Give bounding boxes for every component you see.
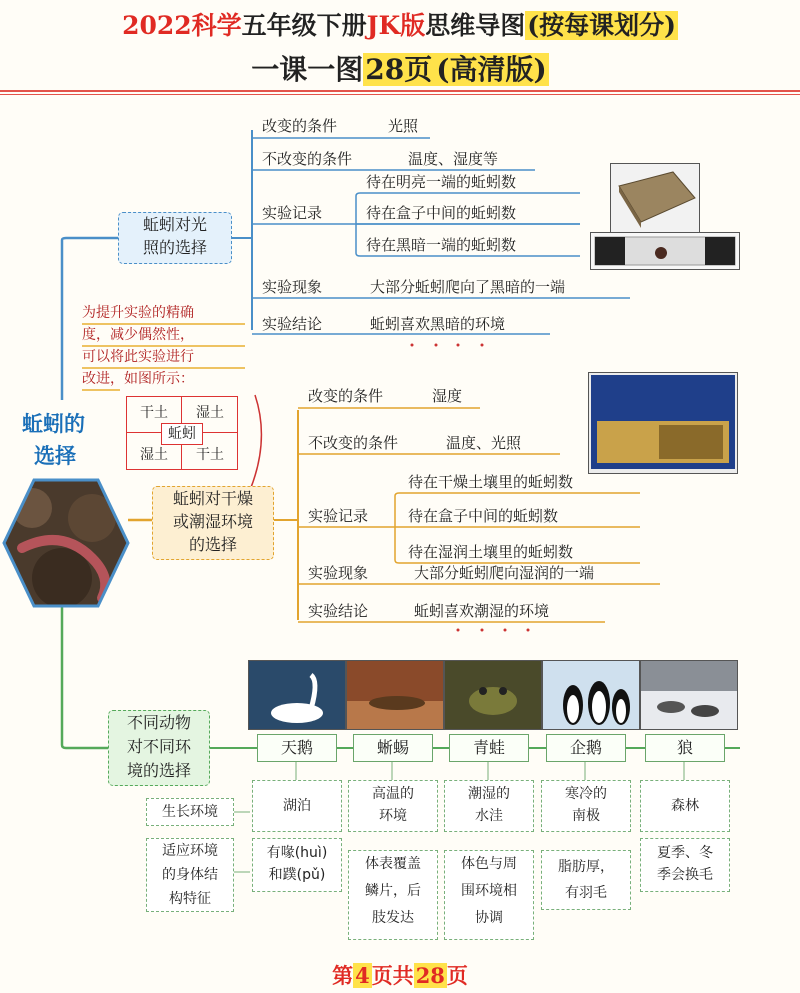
habitat-swan: 湖泊 — [252, 780, 342, 832]
branch-moisture-title: 蚯蚓对干燥 或潮湿环境 的选择 — [152, 486, 274, 560]
light-record-label: 实验记录 — [262, 204, 323, 222]
moisture-record-label: 实验记录 — [308, 507, 369, 525]
row-label-features: 适应环境 的身体结 构特征 — [146, 838, 234, 912]
branch-light-title: 蚯蚓对光 照的选择 — [118, 212, 232, 264]
moisture-conclusion-value: 蚯蚓喜欢潮湿的环境 — [414, 602, 550, 620]
light-unchanged-label: 不改变的条件 — [262, 150, 353, 168]
note-line-4: 改进，如图所示： — [82, 371, 194, 387]
light-phenomenon-label: 实验现象 — [262, 278, 323, 296]
light-record-1: 待在明亮一端的蚯蚓数 — [366, 173, 517, 191]
moisture-record-3: 待在湿润土壤里的蚯蚓数 — [408, 543, 574, 561]
habitat-lizard: 高温的 环境 — [348, 780, 438, 832]
light-conclusion-label: 实验结论 — [262, 315, 323, 333]
light-record-2: 待在盒子中间的蚯蚓数 — [366, 204, 517, 222]
animal-name-wolf: 狼 — [645, 734, 725, 762]
note-line-3: 可以将此实验进行 — [82, 349, 194, 365]
moisture-phenomenon-label: 实验现象 — [308, 564, 369, 582]
moisture-record-1: 待在干燥土壤里的蚯蚓数 — [408, 473, 574, 491]
improved-setup-grid — [126, 396, 238, 470]
grid-center: 蚯蚓 — [161, 423, 203, 445]
habitat-wolf: 森林 — [640, 780, 730, 832]
feature-lizard: 体表覆盖 鳞片，后 肢发达 — [348, 850, 438, 940]
branch-animals-title: 不同动物 对不同环 境的选择 — [108, 710, 210, 786]
box-photo — [610, 163, 700, 233]
animal-name-frog: 青蛙 — [449, 734, 529, 762]
feature-wolf: 夏季、冬 季会换毛 — [640, 838, 730, 892]
light-changed-label: 改变的条件 — [262, 117, 338, 135]
moisture-phenomenon-value: 大部分蚯蚓爬向湿润的一端 — [414, 564, 595, 582]
root-title-line2: 选择 — [34, 444, 76, 468]
habitat-penguin: 寒冷的 南极 — [541, 780, 631, 832]
light-phenomenon-value: 大部分蚯蚓爬向了黑暗的一端 — [370, 278, 566, 296]
row-label-habitat: 生长环境 — [146, 798, 234, 826]
note-line-1: 为提升实验的精确 — [82, 305, 194, 321]
habitat-frog: 潮湿的 水洼 — [444, 780, 534, 832]
grid-top-right: 湿土 — [196, 405, 224, 421]
penguin-photo — [542, 660, 640, 730]
note-line-2: 度，减少偶然性， — [82, 327, 194, 343]
lizard-photo — [346, 660, 444, 730]
earthworm-photo — [2, 478, 130, 608]
feature-swan: 有喙(huì) 和蹼(pǔ) — [252, 838, 342, 892]
grid-bottom-right: 干土 — [196, 447, 224, 463]
light-record-3: 待在黑暗一端的蚯蚓数 — [366, 236, 517, 254]
frog-photo — [444, 660, 542, 730]
moisture-unchanged-label: 不改变的条件 — [308, 434, 399, 452]
moisture-unchanged-value: 温度、光照 — [446, 434, 522, 452]
light-conclusion-value: 蚯蚓喜欢黑暗的环境 — [370, 315, 506, 333]
feature-frog: 体色与周 围环境相 协调 — [444, 850, 534, 940]
note-underlines — [80, 322, 250, 392]
grid-top-left: 干土 — [140, 405, 168, 421]
page-title: 2022科学五年级下册JK版思维导图(按每课划分) — [122, 11, 676, 40]
light-box-photo — [590, 232, 740, 270]
moisture-record-2: 待在盒子中间的蚯蚓数 — [408, 507, 559, 525]
light-unchanged-value: 温度、湿度等 — [408, 150, 499, 168]
animal-name-lizard: 蜥蜴 — [353, 734, 433, 762]
page-subtitle: 一课一图28页 (高清版) — [251, 53, 547, 86]
light-changed-value: 光照 — [388, 117, 419, 135]
animal-name-penguin: 企鹅 — [546, 734, 626, 762]
moisture-changed-value: 湿度 — [432, 387, 463, 405]
page-indicator: 第4页共28页 — [332, 963, 468, 988]
swan-photo — [248, 660, 346, 730]
feature-penguin: 脂肪厚， 有羽毛 — [541, 850, 631, 910]
root-title-line1: 蚯蚓的 — [22, 412, 85, 436]
grid-bottom-left: 湿土 — [140, 447, 168, 463]
moisture-conclusion-label: 实验结论 — [308, 602, 369, 620]
moisture-changed-label: 改变的条件 — [308, 387, 384, 405]
wolf-photo — [640, 660, 738, 730]
soil-box-photo — [588, 372, 738, 474]
animal-name-swan: 天鹅 — [257, 734, 337, 762]
